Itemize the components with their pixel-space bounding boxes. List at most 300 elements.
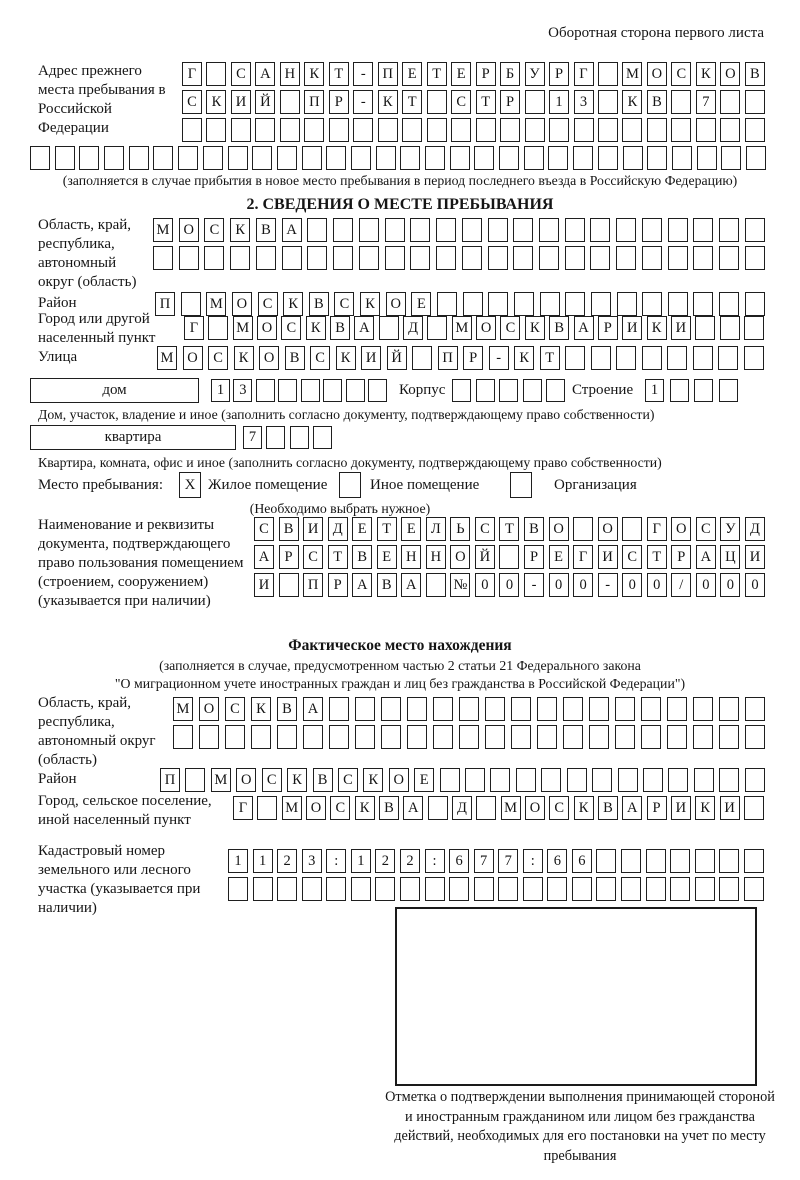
char-cell[interactable] — [280, 118, 300, 142]
char-cell[interactable] — [427, 90, 447, 114]
char-cell[interactable]: 1 — [253, 849, 273, 873]
char-cell[interactable] — [565, 346, 585, 370]
char-cell[interactable]: Р — [671, 545, 691, 569]
char-cell[interactable]: Е — [549, 545, 569, 569]
char-cell[interactable] — [744, 849, 764, 873]
char-cell[interactable] — [590, 246, 610, 270]
char-cell[interactable] — [290, 426, 309, 449]
char-cell[interactable]: К — [647, 316, 667, 340]
char-cell[interactable] — [277, 146, 297, 170]
char-cell[interactable]: Д — [403, 316, 423, 340]
char-cell[interactable]: Р — [328, 573, 348, 597]
char-cell[interactable]: Т — [427, 62, 447, 86]
char-cell[interactable] — [351, 146, 371, 170]
char-cell[interactable]: 0 — [475, 573, 495, 597]
char-cell[interactable]: 0 — [745, 573, 765, 597]
char-cell[interactable]: Т — [540, 346, 560, 370]
char-cell[interactable]: А — [574, 316, 594, 340]
char-cell[interactable]: Г — [574, 62, 594, 86]
char-cell[interactable] — [410, 218, 430, 242]
char-cell[interactable] — [670, 849, 690, 873]
char-cell[interactable] — [693, 725, 713, 749]
char-cell[interactable]: Й — [475, 545, 495, 569]
char-cell[interactable]: 1 — [211, 379, 230, 402]
char-cell[interactable] — [181, 292, 201, 316]
char-cell[interactable]: : — [523, 849, 543, 873]
char-cell[interactable]: О — [199, 697, 219, 721]
char-cell[interactable]: В — [379, 796, 399, 820]
char-cell[interactable]: / — [671, 573, 691, 597]
char-cell[interactable]: Г — [182, 62, 202, 86]
char-cell[interactable] — [407, 697, 427, 721]
char-cell[interactable]: О — [306, 796, 326, 820]
char-cell[interactable] — [228, 146, 248, 170]
char-cell[interactable]: Г — [573, 545, 593, 569]
char-cell[interactable]: В — [285, 346, 305, 370]
char-cell[interactable] — [693, 697, 713, 721]
char-cell[interactable] — [436, 218, 456, 242]
char-cell[interactable] — [256, 379, 275, 402]
char-cell[interactable]: И — [671, 316, 691, 340]
char-cell[interactable] — [351, 877, 371, 901]
char-cell[interactable] — [745, 246, 765, 270]
char-cell[interactable]: О — [647, 62, 667, 86]
char-cell[interactable]: В — [330, 316, 350, 340]
char-cell[interactable]: А — [282, 218, 302, 242]
char-cell[interactable] — [199, 725, 219, 749]
char-cell[interactable]: Й — [255, 90, 275, 114]
char-cell[interactable] — [720, 316, 740, 340]
char-cell[interactable] — [302, 877, 322, 901]
char-cell[interactable]: К — [304, 62, 324, 86]
char-cell[interactable] — [641, 725, 661, 749]
char-cell[interactable]: В — [598, 796, 618, 820]
char-cell[interactable] — [697, 146, 717, 170]
char-cell[interactable] — [642, 346, 662, 370]
char-cell[interactable]: П — [303, 573, 323, 597]
char-cell[interactable] — [744, 796, 764, 820]
char-cell[interactable] — [667, 346, 687, 370]
char-cell[interactable]: А — [254, 545, 274, 569]
char-cell[interactable]: X — [179, 472, 201, 498]
char-cell[interactable] — [642, 218, 662, 242]
char-cell[interactable] — [549, 118, 569, 142]
char-cell[interactable] — [719, 292, 739, 316]
char-cell[interactable]: С — [671, 62, 691, 86]
char-cell[interactable]: К — [378, 90, 398, 114]
char-cell[interactable] — [563, 697, 583, 721]
char-cell[interactable] — [231, 118, 251, 142]
char-cell[interactable] — [642, 246, 662, 270]
char-cell[interactable] — [104, 146, 124, 170]
char-cell[interactable] — [329, 118, 349, 142]
char-cell[interactable]: О — [671, 517, 691, 541]
char-cell[interactable]: В — [377, 573, 397, 597]
char-cell[interactable] — [440, 768, 460, 792]
char-cell[interactable]: О — [525, 796, 545, 820]
char-cell[interactable]: № — [450, 573, 470, 597]
char-cell[interactable]: Б — [500, 62, 520, 86]
char-cell[interactable]: К — [336, 346, 356, 370]
char-cell[interactable]: М — [157, 346, 177, 370]
char-cell[interactable] — [178, 146, 198, 170]
char-cell[interactable] — [182, 118, 202, 142]
char-cell[interactable] — [280, 90, 300, 114]
char-cell[interactable] — [323, 379, 342, 402]
char-cell[interactable]: - — [353, 90, 373, 114]
char-cell[interactable]: С — [334, 292, 354, 316]
char-cell[interactable] — [452, 379, 471, 402]
char-cell[interactable] — [565, 246, 585, 270]
char-cell[interactable] — [719, 768, 739, 792]
char-cell[interactable] — [511, 725, 531, 749]
char-cell[interactable]: О — [179, 218, 199, 242]
char-cell[interactable] — [407, 725, 427, 749]
char-cell[interactable]: У — [525, 62, 545, 86]
char-cell[interactable] — [694, 768, 714, 792]
char-cell[interactable] — [376, 146, 396, 170]
char-cell[interactable]: О — [389, 768, 409, 792]
char-cell[interactable] — [256, 246, 276, 270]
char-cell[interactable]: М — [282, 796, 302, 820]
char-cell[interactable] — [153, 246, 173, 270]
char-cell[interactable] — [412, 346, 432, 370]
char-cell[interactable] — [615, 725, 635, 749]
char-cell[interactable] — [573, 146, 593, 170]
char-cell[interactable] — [539, 246, 559, 270]
char-cell[interactable] — [375, 877, 395, 901]
char-cell[interactable] — [498, 877, 518, 901]
char-cell[interactable]: А — [255, 62, 275, 86]
char-cell[interactable]: 6 — [572, 849, 592, 873]
char-cell[interactable] — [718, 346, 738, 370]
char-cell[interactable] — [450, 146, 470, 170]
char-cell[interactable] — [647, 118, 667, 142]
char-cell[interactable] — [329, 725, 349, 749]
char-cell[interactable]: С — [262, 768, 282, 792]
char-cell[interactable] — [719, 697, 739, 721]
char-cell[interactable]: О — [183, 346, 203, 370]
char-cell[interactable]: С — [225, 697, 245, 721]
char-cell[interactable] — [476, 379, 495, 402]
char-cell[interactable]: Р — [524, 545, 544, 569]
char-cell[interactable] — [693, 246, 713, 270]
char-cell[interactable] — [378, 118, 398, 142]
char-cell[interactable] — [346, 379, 365, 402]
char-cell[interactable] — [537, 725, 557, 749]
char-cell[interactable] — [744, 877, 764, 901]
char-cell[interactable] — [282, 246, 302, 270]
char-cell[interactable]: О — [598, 517, 618, 541]
char-cell[interactable] — [353, 118, 373, 142]
char-cell[interactable] — [565, 218, 585, 242]
char-cell[interactable]: Р — [476, 62, 496, 86]
char-cell[interactable] — [721, 146, 741, 170]
char-cell[interactable]: М — [211, 768, 231, 792]
char-cell[interactable]: П — [304, 90, 324, 114]
char-cell[interactable] — [591, 292, 611, 316]
char-cell[interactable]: 2 — [277, 849, 297, 873]
char-cell[interactable]: П — [160, 768, 180, 792]
char-cell[interactable]: Т — [377, 517, 397, 541]
char-cell[interactable]: А — [352, 573, 372, 597]
char-cell[interactable] — [598, 62, 618, 86]
char-cell[interactable] — [462, 246, 482, 270]
char-cell[interactable]: И — [671, 796, 691, 820]
char-cell[interactable]: 7 — [474, 849, 494, 873]
char-cell[interactable] — [720, 90, 740, 114]
char-cell[interactable]: - — [489, 346, 509, 370]
char-cell[interactable]: 6 — [449, 849, 469, 873]
char-cell[interactable] — [257, 796, 277, 820]
char-cell[interactable]: Г — [184, 316, 204, 340]
char-cell[interactable]: Р — [463, 346, 483, 370]
char-cell[interactable] — [451, 118, 471, 142]
char-cell[interactable] — [598, 118, 618, 142]
char-cell[interactable]: А — [696, 545, 716, 569]
char-cell[interactable]: 7 — [696, 90, 716, 114]
char-cell[interactable] — [251, 725, 271, 749]
char-cell[interactable] — [693, 292, 713, 316]
char-cell[interactable] — [694, 379, 713, 402]
char-cell[interactable] — [55, 146, 75, 170]
char-cell[interactable]: И — [720, 796, 740, 820]
char-cell[interactable] — [499, 545, 519, 569]
char-cell[interactable] — [567, 768, 587, 792]
char-cell[interactable]: О — [476, 316, 496, 340]
char-cell[interactable] — [572, 877, 592, 901]
char-cell[interactable] — [719, 218, 739, 242]
char-cell[interactable] — [598, 146, 618, 170]
char-cell[interactable]: К — [696, 62, 716, 86]
char-cell[interactable] — [563, 725, 583, 749]
char-cell[interactable] — [499, 379, 518, 402]
char-cell[interactable] — [230, 246, 250, 270]
char-cell[interactable]: Е — [401, 517, 421, 541]
char-cell[interactable] — [573, 517, 593, 541]
char-cell[interactable] — [359, 218, 379, 242]
char-cell[interactable]: С — [338, 768, 358, 792]
char-cell[interactable] — [449, 877, 469, 901]
char-cell[interactable] — [153, 146, 173, 170]
char-cell[interactable] — [173, 725, 193, 749]
char-cell[interactable] — [474, 146, 494, 170]
char-cell[interactable]: В — [745, 62, 765, 86]
stay-option-residential-checkbox[interactable] — [179, 472, 201, 498]
char-cell[interactable]: 2 — [400, 849, 420, 873]
char-cell[interactable]: С — [451, 90, 471, 114]
char-cell[interactable] — [459, 697, 479, 721]
char-cell[interactable] — [465, 768, 485, 792]
char-cell[interactable] — [596, 849, 616, 873]
char-cell[interactable]: А — [354, 316, 374, 340]
char-cell[interactable] — [368, 379, 387, 402]
char-cell[interactable]: Р — [279, 545, 299, 569]
char-cell[interactable]: К — [363, 768, 383, 792]
char-cell[interactable]: М — [452, 316, 472, 340]
char-cell[interactable]: О — [259, 346, 279, 370]
char-cell[interactable]: О — [450, 545, 470, 569]
char-cell[interactable]: К — [234, 346, 254, 370]
char-cell[interactable] — [462, 218, 482, 242]
char-cell[interactable]: Е — [377, 545, 397, 569]
char-cell[interactable] — [266, 426, 285, 449]
char-cell[interactable] — [333, 246, 353, 270]
char-cell[interactable] — [185, 768, 205, 792]
char-cell[interactable]: 0 — [647, 573, 667, 597]
char-cell[interactable] — [615, 697, 635, 721]
char-cell[interactable] — [301, 379, 320, 402]
char-cell[interactable] — [719, 246, 739, 270]
char-cell[interactable] — [402, 118, 422, 142]
char-cell[interactable] — [524, 146, 544, 170]
char-cell[interactable] — [208, 316, 228, 340]
char-cell[interactable] — [745, 90, 765, 114]
char-cell[interactable] — [326, 877, 346, 901]
char-cell[interactable]: П — [155, 292, 175, 316]
char-cell[interactable]: К — [251, 697, 271, 721]
char-cell[interactable] — [427, 316, 447, 340]
char-cell[interactable] — [30, 146, 50, 170]
char-cell[interactable]: В — [256, 218, 276, 242]
char-cell[interactable]: Т — [499, 517, 519, 541]
char-cell[interactable] — [745, 218, 765, 242]
char-cell[interactable]: С — [182, 90, 202, 114]
char-cell[interactable] — [525, 118, 545, 142]
char-cell[interactable]: Р — [500, 90, 520, 114]
char-cell[interactable] — [719, 849, 739, 873]
char-cell[interactable] — [488, 246, 508, 270]
char-cell[interactable] — [590, 218, 610, 242]
char-cell[interactable]: М — [153, 218, 173, 242]
char-cell[interactable] — [670, 379, 689, 402]
char-cell[interactable]: О — [232, 292, 252, 316]
char-cell[interactable] — [513, 218, 533, 242]
char-cell[interactable] — [253, 877, 273, 901]
char-cell[interactable]: О — [236, 768, 256, 792]
char-cell[interactable] — [425, 877, 445, 901]
char-cell[interactable] — [485, 697, 505, 721]
char-cell[interactable] — [719, 877, 739, 901]
char-cell[interactable] — [623, 146, 643, 170]
char-cell[interactable] — [574, 118, 594, 142]
char-cell[interactable]: И — [622, 316, 642, 340]
stay-option-other-checkbox[interactable] — [339, 472, 361, 498]
char-cell[interactable]: В — [352, 545, 372, 569]
char-cell[interactable]: 1 — [549, 90, 569, 114]
char-cell[interactable]: С — [254, 517, 274, 541]
char-cell[interactable]: О — [257, 316, 277, 340]
char-cell[interactable]: Е — [411, 292, 431, 316]
char-cell[interactable] — [511, 697, 531, 721]
char-cell[interactable] — [695, 877, 715, 901]
char-cell[interactable]: П — [438, 346, 458, 370]
char-cell[interactable]: - — [524, 573, 544, 597]
char-cell[interactable] — [228, 877, 248, 901]
char-cell[interactable] — [643, 768, 663, 792]
char-cell[interactable]: К — [306, 316, 326, 340]
char-cell[interactable] — [79, 146, 99, 170]
char-cell[interactable]: Н — [280, 62, 300, 86]
char-cell[interactable] — [513, 246, 533, 270]
char-cell[interactable] — [565, 292, 585, 316]
char-cell[interactable] — [591, 346, 611, 370]
char-cell[interactable]: 0 — [622, 573, 642, 597]
char-cell[interactable] — [616, 218, 636, 242]
char-cell[interactable] — [410, 246, 430, 270]
char-cell[interactable] — [225, 725, 245, 749]
char-cell[interactable] — [303, 725, 323, 749]
char-cell[interactable]: Ь — [450, 517, 470, 541]
char-cell[interactable]: С — [500, 316, 520, 340]
char-cell[interactable]: Ц — [720, 545, 740, 569]
char-cell[interactable] — [427, 118, 447, 142]
char-cell[interactable]: В — [524, 517, 544, 541]
char-cell[interactable]: И — [231, 90, 251, 114]
char-cell[interactable] — [433, 725, 453, 749]
char-cell[interactable] — [381, 725, 401, 749]
char-cell[interactable]: М — [501, 796, 521, 820]
char-cell[interactable]: О — [386, 292, 406, 316]
char-cell[interactable] — [618, 768, 638, 792]
char-cell[interactable]: Т — [328, 545, 348, 569]
char-cell[interactable] — [646, 849, 666, 873]
char-cell[interactable]: К — [695, 796, 715, 820]
char-cell[interactable]: И — [303, 517, 323, 541]
char-cell[interactable]: 0 — [720, 573, 740, 597]
char-cell[interactable]: К — [360, 292, 380, 316]
char-cell[interactable]: Т — [329, 62, 349, 86]
char-cell[interactable]: С — [204, 218, 224, 242]
char-cell[interactable] — [548, 146, 568, 170]
char-cell[interactable] — [667, 697, 687, 721]
char-cell[interactable] — [425, 146, 445, 170]
char-cell[interactable]: С — [231, 62, 251, 86]
char-cell[interactable]: 1 — [228, 849, 248, 873]
char-cell[interactable] — [617, 292, 637, 316]
char-cell[interactable] — [400, 146, 420, 170]
char-cell[interactable] — [179, 246, 199, 270]
char-cell[interactable] — [616, 246, 636, 270]
char-cell[interactable]: - — [353, 62, 373, 86]
char-cell[interactable] — [359, 246, 379, 270]
char-cell[interactable] — [206, 118, 226, 142]
char-cell[interactable] — [426, 573, 446, 597]
char-cell[interactable] — [668, 246, 688, 270]
char-cell[interactable]: К — [622, 90, 642, 114]
char-cell[interactable]: К — [287, 768, 307, 792]
char-cell[interactable]: 7 — [498, 849, 518, 873]
char-cell[interactable]: К — [230, 218, 250, 242]
char-cell[interactable]: С — [303, 545, 323, 569]
char-cell[interactable]: Р — [549, 62, 569, 86]
char-cell[interactable] — [474, 877, 494, 901]
char-cell[interactable] — [206, 62, 226, 86]
char-cell[interactable]: 1 — [351, 849, 371, 873]
char-cell[interactable] — [488, 292, 508, 316]
char-cell[interactable]: У — [720, 517, 740, 541]
char-cell[interactable] — [745, 118, 765, 142]
char-cell[interactable]: Л — [426, 517, 446, 541]
char-cell[interactable]: 2 — [375, 849, 395, 873]
char-cell[interactable] — [672, 146, 692, 170]
char-cell[interactable]: 3 — [574, 90, 594, 114]
char-cell[interactable]: : — [326, 849, 346, 873]
char-cell[interactable]: С — [696, 517, 716, 541]
char-cell[interactable]: Н — [426, 545, 446, 569]
char-cell[interactable] — [720, 118, 740, 142]
char-cell[interactable] — [744, 316, 764, 340]
